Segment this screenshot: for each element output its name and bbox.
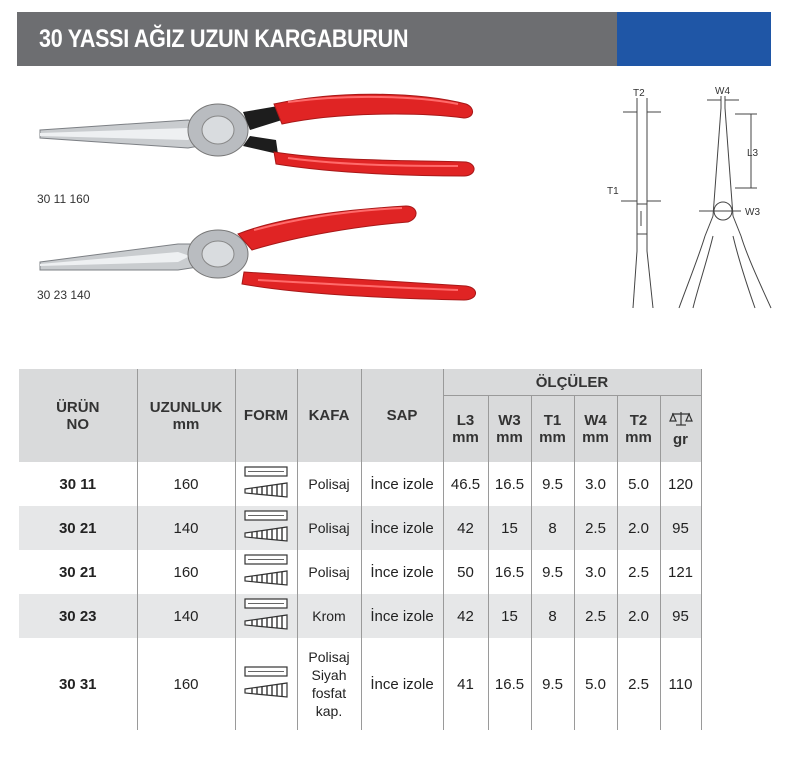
header-text: mm bbox=[539, 429, 566, 446]
form-shape-icon bbox=[242, 465, 290, 499]
cell-t2: 5.0 bbox=[617, 462, 660, 506]
cell-length: 140 bbox=[137, 594, 235, 638]
header-olculer: ÖLÇÜLER bbox=[443, 369, 701, 396]
table-body bbox=[19, 462, 771, 730]
cell-t1: 8 bbox=[531, 506, 574, 550]
cell-t1: 9.5 bbox=[531, 638, 574, 730]
banner-accent bbox=[617, 12, 771, 66]
cell-w3: 16.5 bbox=[488, 550, 531, 594]
cell-product-no: 30 31 bbox=[58, 675, 97, 693]
cell-form bbox=[235, 594, 297, 638]
cell-l3: 42 bbox=[443, 594, 488, 638]
cell-sap: İnce izole bbox=[361, 594, 443, 638]
kafa-line: Polisaj bbox=[308, 476, 350, 492]
form-shape-icon bbox=[242, 665, 290, 699]
cell-t2: 2.5 bbox=[617, 550, 660, 594]
cell-blank bbox=[701, 506, 771, 550]
header-text: ÜRÜN bbox=[56, 398, 100, 416]
cell-blank bbox=[701, 550, 771, 594]
header-uzunluk bbox=[137, 369, 235, 462]
label-w4: W4 bbox=[715, 86, 730, 97]
page-title: 30 YASSI AĞIZ UZUN KARGABURUN bbox=[39, 25, 409, 53]
kafa-line: Krom bbox=[312, 608, 346, 624]
cell-l3: 42 bbox=[443, 506, 488, 550]
pliers-image-30-11 bbox=[38, 90, 478, 180]
cell-t1: 8 bbox=[531, 594, 574, 638]
product-table bbox=[19, 369, 771, 730]
cell-length: 160 bbox=[137, 462, 235, 506]
table-row bbox=[19, 462, 771, 506]
cell-gr: 95 bbox=[660, 506, 701, 550]
cell-l3: 46.5 bbox=[443, 462, 488, 506]
product-code-2: 30 23 140 bbox=[37, 288, 91, 302]
header-text: W3 bbox=[498, 412, 521, 429]
cell-product-no: 30 11 bbox=[59, 475, 97, 493]
header-form: FORM bbox=[235, 369, 297, 462]
header-urun-no bbox=[19, 369, 137, 462]
cell-product-no: 30 21 bbox=[19, 506, 137, 550]
cell-gr: 95 bbox=[660, 594, 701, 638]
kafa-line: kap. bbox=[315, 703, 343, 719]
cell-w4: 2.5 bbox=[574, 594, 617, 638]
cell-kafa bbox=[297, 506, 361, 550]
cell-length: 140 bbox=[137, 506, 235, 550]
cell-gr: 120 bbox=[660, 462, 701, 506]
cell-sap: İnce izole bbox=[361, 506, 443, 550]
header-text: T1 bbox=[543, 412, 562, 429]
header-blank bbox=[701, 369, 771, 462]
header-t1 bbox=[531, 396, 574, 463]
cell-t1: 9.5 bbox=[531, 462, 574, 506]
cell-kafa bbox=[297, 550, 361, 594]
header-text: L3 bbox=[456, 412, 475, 429]
cell-sap: İnce izole bbox=[361, 550, 443, 594]
pliers-image-30-23 bbox=[38, 200, 478, 310]
header-text: mm bbox=[172, 415, 200, 433]
header-text: T2 bbox=[629, 412, 648, 429]
header-text: mm bbox=[452, 429, 479, 446]
form-shape-icon bbox=[242, 597, 290, 631]
cell-form bbox=[235, 550, 297, 594]
cell-kafa bbox=[297, 594, 361, 638]
cell-product-no: 30 21 bbox=[58, 563, 97, 581]
cell-l3: 41 bbox=[443, 638, 488, 730]
cell-w4: 5.0 bbox=[574, 638, 617, 730]
header-weight bbox=[660, 396, 701, 463]
dimension-drawing bbox=[595, 86, 775, 311]
header-kafa: KAFA bbox=[297, 369, 361, 462]
cell-gr: 110 bbox=[660, 638, 701, 730]
cell-t2: 2.0 bbox=[617, 594, 660, 638]
kafa-line: Polisaj bbox=[308, 520, 350, 536]
header-t2 bbox=[617, 396, 660, 463]
cell-blank bbox=[701, 638, 771, 730]
header-w4 bbox=[574, 396, 617, 463]
cell-form bbox=[235, 638, 297, 730]
kafa-line: Polisaj bbox=[308, 564, 350, 580]
header-w3 bbox=[488, 396, 531, 463]
cell-sap: İnce izole bbox=[361, 638, 443, 730]
cell-gr: 121 bbox=[660, 550, 701, 594]
table-row bbox=[19, 506, 771, 550]
cell-w3: 15 bbox=[488, 594, 531, 638]
label-w3: W3 bbox=[745, 207, 760, 218]
title-banner bbox=[17, 12, 617, 66]
cell-blank bbox=[701, 594, 771, 638]
table-row bbox=[19, 594, 771, 638]
kafa-line: Siyah bbox=[311, 667, 347, 683]
label-t1: T1 bbox=[607, 186, 619, 197]
cell-form bbox=[235, 462, 297, 506]
form-shape-icon bbox=[242, 553, 290, 587]
header-text: gr bbox=[673, 430, 688, 448]
header-text: W4 bbox=[584, 412, 607, 429]
cell-w4: 3.0 bbox=[574, 550, 617, 594]
scale-icon bbox=[669, 411, 693, 427]
cell-l3: 50 bbox=[443, 550, 488, 594]
cell-sap: İnce izole bbox=[361, 462, 443, 506]
table-row bbox=[19, 638, 771, 730]
cell-w3: 15 bbox=[488, 506, 531, 550]
cell-length: 160 bbox=[137, 638, 235, 730]
header-text: mm bbox=[582, 429, 609, 446]
header-text: mm bbox=[625, 429, 652, 446]
cell-w4: 3.0 bbox=[574, 462, 617, 506]
label-t2: T2 bbox=[633, 88, 645, 99]
header-text: NO bbox=[66, 415, 89, 433]
label-l3: L3 bbox=[747, 148, 759, 159]
cell-w4: 2.5 bbox=[574, 506, 617, 550]
cell-t2: 2.0 bbox=[617, 506, 660, 550]
cell-blank bbox=[701, 462, 771, 506]
header-text: UZUNLUK bbox=[149, 398, 223, 416]
header-l3 bbox=[443, 396, 488, 463]
cell-kafa bbox=[297, 462, 361, 506]
cell-w3: 16.5 bbox=[488, 462, 531, 506]
cell-w3: 16.5 bbox=[488, 638, 531, 730]
cell-kafa bbox=[297, 638, 361, 730]
product-code-1: 30 11 160 bbox=[37, 192, 90, 206]
cell-product-no: 30 23 bbox=[19, 594, 137, 638]
kafa-line: Polisaj bbox=[308, 649, 350, 665]
kafa-line: fosfat bbox=[311, 685, 347, 701]
table-row bbox=[19, 550, 771, 594]
cell-form bbox=[235, 506, 297, 550]
form-shape-icon bbox=[242, 509, 290, 543]
cell-t2: 2.5 bbox=[617, 638, 660, 730]
cell-length: 160 bbox=[137, 550, 235, 594]
cell-t1: 9.5 bbox=[531, 550, 574, 594]
header-sap: SAP bbox=[361, 369, 443, 462]
header-text: mm bbox=[496, 429, 523, 446]
